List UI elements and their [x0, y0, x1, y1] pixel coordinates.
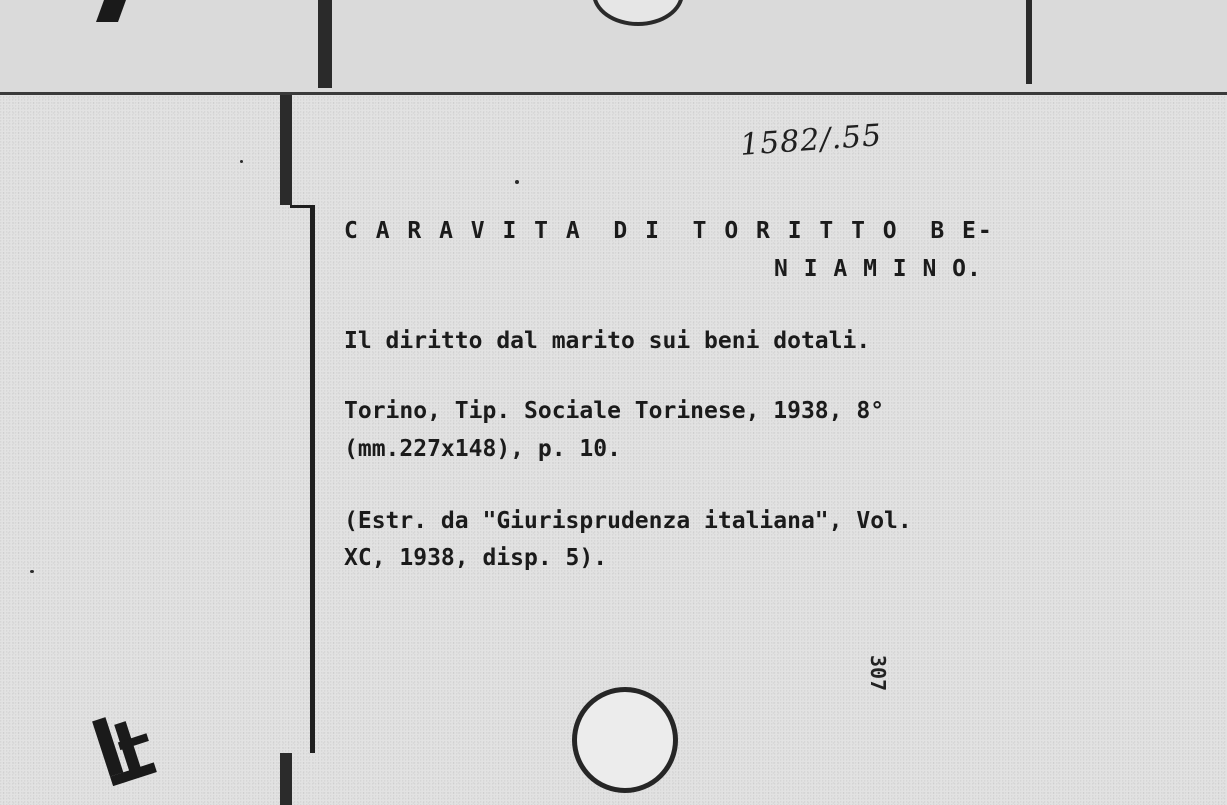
card-edge-top-bar [280, 95, 292, 205]
card-edge-bottom-bar [280, 753, 292, 805]
previous-card-right-bar [1026, 0, 1032, 84]
ink-speck [515, 180, 519, 184]
shelf-mark: 307 [866, 655, 890, 692]
ink-speck [240, 160, 243, 163]
imprint-line-1: Torino, Tip. Sociale Torinese, 1938, 8° [344, 398, 885, 424]
margin-rule [310, 205, 315, 753]
note-line-1: (Estr. da "Giurisprudenza italiana", Vol. [344, 508, 912, 534]
stamp-icon [92, 706, 162, 790]
imprint-line-2: (mm.227x148), p. 10. [344, 436, 621, 462]
catalog-card [280, 95, 1227, 805]
previous-card-punch-hole-icon [592, 0, 684, 26]
author-line-1: C A R A V I T A D I T O R I T T O B E- [344, 218, 994, 244]
corner-mark-icon [96, 0, 126, 22]
author-line-2: N I A M I N O. [774, 256, 982, 282]
accession-number: 1582/.55 [738, 118, 884, 163]
work-title: Il diritto dal marito sui beni dotali. [344, 328, 871, 354]
ink-speck [30, 570, 34, 573]
previous-card-left-bar [318, 0, 332, 88]
punch-hole-icon [572, 687, 678, 793]
note-line-2: XC, 1938, disp. 5). [344, 545, 608, 571]
previous-card-strip [0, 0, 1227, 95]
margin-tick [290, 205, 312, 208]
